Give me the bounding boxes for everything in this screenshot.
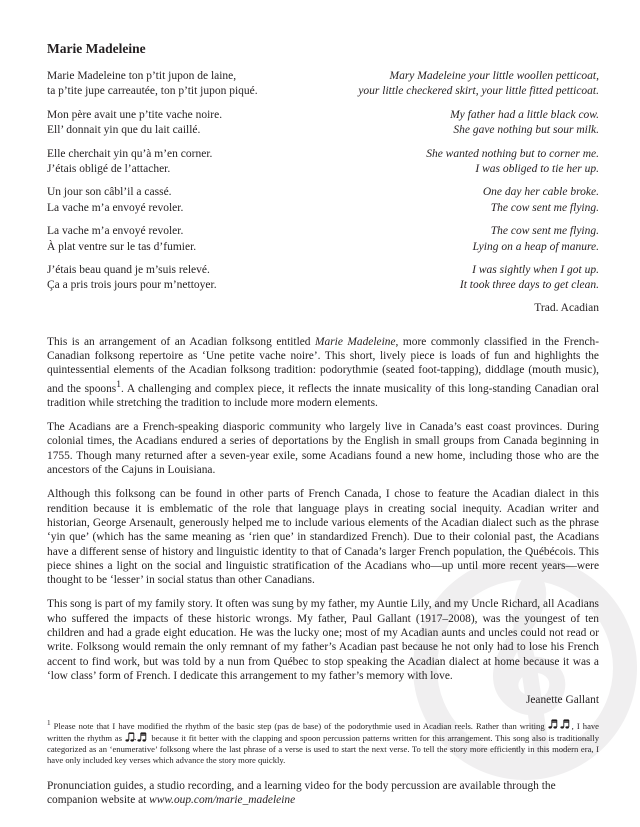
french-lyrics — [47, 147, 212, 178]
author-signature: Jeanette Gallant — [525, 694, 599, 707]
footnote-text-a: Please note that I have modified the rhythm of the basic step (pas de base) of the podorythmie used in Acadian reels. Rather than writing — [50, 720, 548, 731]
program-notes — [47, 335, 599, 708]
rhythm-notation-modified-icon — [125, 732, 149, 742]
lyric-line-fr: Un jour son câbl’il a cassé. — [47, 186, 172, 199]
rhythm-notation-original-icon — [548, 719, 572, 729]
stanza — [47, 185, 599, 216]
english-translation — [358, 69, 599, 100]
lyric-line-en: I was obliged to tie her up. — [475, 163, 599, 176]
intro-text-a: This is an arrangement of an Acadian folksong entitled — [47, 335, 316, 348]
lyric-line-fr: Ça a pris trois jours pour m’nettoyer. — [47, 279, 217, 292]
lyric-line-en: I was sightly when I got up. — [472, 264, 599, 277]
lyric-line-en: My father had a little black cow. — [450, 108, 599, 121]
lyric-line-en: your little checkered skirt, your little fitted petticoat. — [358, 85, 599, 98]
stanza — [47, 108, 599, 139]
intro-text-c: . A challenging and complex piece, it reflects the innate musicality of this long-standing Canadian oral tradition while stretching the tradition to include more modern elements. — [47, 382, 599, 409]
lyric-line-en: She wanted nothing but to corner me. — [426, 147, 599, 160]
french-lyrics — [47, 185, 183, 216]
footnote — [47, 718, 599, 767]
footnote-mark: 1 — [47, 718, 51, 727]
page-content — [47, 40, 599, 808]
lyric-line-fr: Mon père avait une p’tite vache noire. — [47, 108, 223, 121]
paragraph-intro — [47, 335, 599, 410]
song-attribution: Trad. Acadian — [534, 301, 599, 314]
lyric-line-en: One day her cable broke. — [482, 186, 599, 199]
footnote-text-b: , I have written the rhythm as — [47, 720, 599, 743]
french-lyrics — [47, 224, 196, 255]
english-translation — [426, 147, 599, 178]
companion-text: Pronunciation guides, a studio recording, and a learning video for the body percussion are available through the companion website at — [47, 780, 556, 807]
lyric-line-fr: Elle cherchait yin qu’à m’en corner. — [47, 147, 213, 160]
english-translation — [483, 185, 599, 216]
intro-text-b: , more commonly classified in the French-Canadian folksong repertoire as ‘Une petite vache noire’. This short, lively piece is loads of fun and highlights the quintessential elements of the Acadian folksong tradition: podorythmie (seated foot-tapping), diddlage (mouth music), and the spoons — [47, 335, 599, 395]
paragraph-dialect: Although this folksong can be found in other parts of French Canada, I chose to feature the Acadian dialect in this rendition because it is emblematic of the role that language plays in creating social inequity. Acadian writer and historian, George Arsenault, generously helped me to include various elements of the Acadian dialect such as the phrase ‘yin que’ (which has the same meaning as ‘rien que’ in standardized French). Due to their colonial past, the Acadians have a different sense of history and linguistic identity to that of Canada’s larger French population, the Québécois. This piece shines a light on the social and linguistic stratification of the Acadians who—up until more recent years—were thought to be ‘lesser’ in social status than other Canadians. — [47, 488, 599, 587]
lyric-line-fr: La vache m’a envoyé revoler. — [47, 201, 184, 214]
french-lyrics — [47, 69, 258, 100]
lyric-line-fr: ta p’tite jupe carreautée, ton p’tit jupon piqué. — [47, 85, 258, 98]
stanza — [47, 263, 599, 294]
paragraph-family: This song is part of my family story. It often was sung by my father, my Auntie Lily, and my Uncle Richard, all Acadians who suffered the impacts of these historic wrongs. My father, Paul Gallant (1917–2008), was the youngest of ten children and had a grade eight education. He was the lucky one; most of my Acadian aunts and uncles could not read or write. Folksong would remain the only remnant of my father’s Acadian past because he not only had to lose his French accent to find work, but was told by a nun from Québec to stop speaking the Acadian dialect at home because it was a ‘low class’ form of French. I dedicate this arrangement to my father’s memory with love. — [47, 598, 599, 682]
lyric-line-fr: Marie Madeleine ton p’tit jupon de laine, — [47, 70, 237, 82]
lyric-line-en: The cow sent me flying. — [490, 201, 599, 214]
english-translation — [460, 263, 599, 294]
stanza — [47, 147, 599, 178]
lyric-line-en: Mary Madeleine your little woollen petticoat, — [389, 70, 599, 82]
english-translation — [473, 224, 599, 255]
french-lyrics — [47, 263, 217, 294]
lyric-line-en: The cow sent me flying. — [490, 225, 599, 238]
stanza — [47, 224, 599, 255]
lyric-line-en: She gave nothing but sour milk. — [453, 124, 599, 137]
lyric-line-fr: À plat ventre sur le tas d’fumier. — [47, 240, 197, 253]
french-lyrics — [47, 108, 222, 139]
song-title-ref: Marie Madeleine — [315, 335, 396, 348]
stanza — [47, 69, 599, 100]
companion-website-link[interactable]: www.oup.com/marie_madeleine — [149, 794, 296, 807]
footnote-ref: 1 — [116, 379, 121, 390]
footnote-text-c: because it fit better with the clapping and spoon percussion patterns written for this arrangement. This song also is traditionally categorized as an ‘enumerative’ folksong where the last phrase of a verse is used to start the next verse. To tell the story more efficiently in this modern era, I have only included key verses which advance the story more quickly. — [47, 732, 600, 765]
lyric-line-fr: J’étais obligé de l’attacher. — [47, 163, 171, 176]
lyrics — [47, 69, 599, 294]
english-translation — [450, 108, 599, 139]
lyric-line-fr: J’étais beau quand je m’suis relevé. — [47, 264, 210, 277]
lyric-line-en: It took three days to get clean. — [459, 279, 599, 292]
lyric-line-fr: La vache m’a envoyé revoler. — [47, 225, 184, 238]
paragraph-acadians: The Acadians are a French-speaking diasporic community who largely live in Canada’s east coast provinces. During colonial times, the Acadians endured a series of deportations by the English in small groups from Canada beginning in 1755. Though many returned after a seven-year exile, some Acadians found a new home, including those who are the ancestors of the Cajuns in Louisiana. — [47, 421, 599, 477]
lyric-line-en: Lying on a heap of manure. — [472, 240, 599, 253]
companion-note — [47, 779, 599, 808]
lyric-line-fr: Ell’ donnait yin que du lait caillé. — [47, 124, 201, 137]
song-title: Marie Madeleine — [47, 41, 146, 56]
